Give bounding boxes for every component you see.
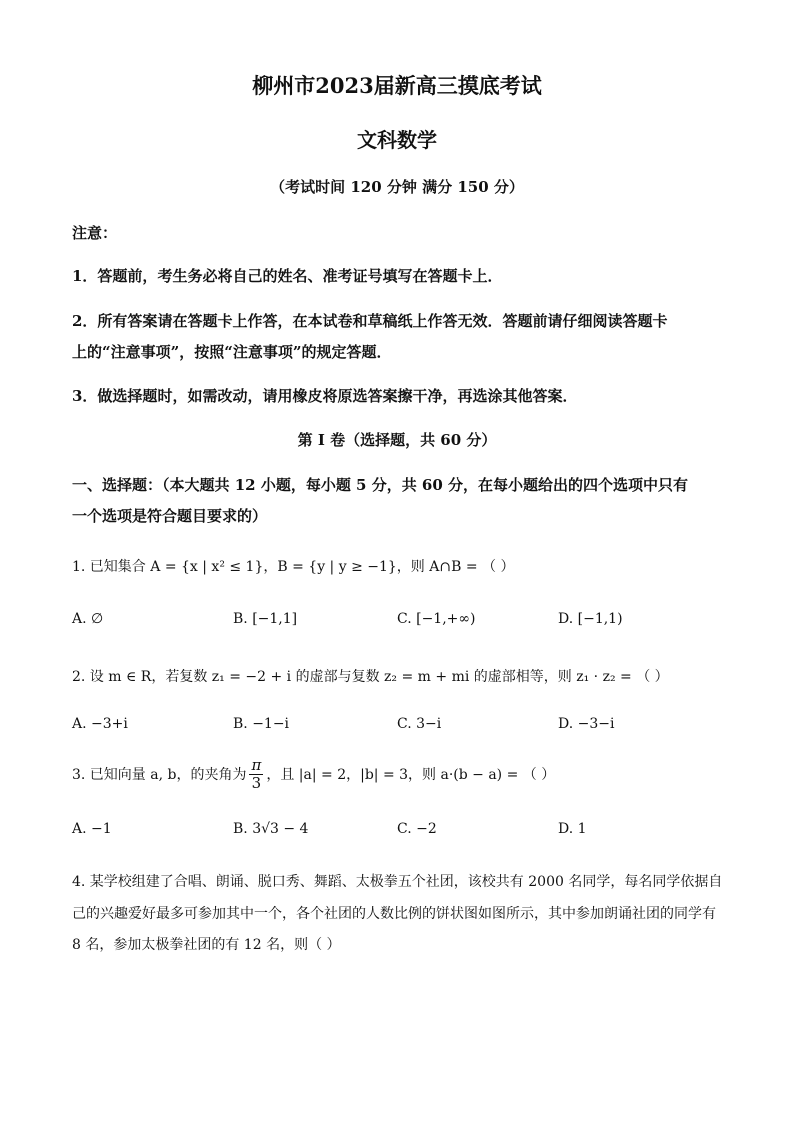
question-3-fraction [249, 757, 263, 792]
question-1-text: 1. 已知集合 A = {x | x² ≤ 1}，B = {y | y ≥ −1}，则 A∩B = （ ） [72, 559, 515, 575]
notice-item-2-line-1: 2．所有答案请在答题卡上作答，在本试卷和草稿纸上作答无效．答题前请仔细阅读答题卡 [72, 312, 668, 330]
fraction-numerator: π [251, 755, 262, 774]
section-instruction-line-1: 一、选择题：（本大题共 12 小题，每小题 5 分，共 60 分，在每小题给出的四个选项中只有 [72, 476, 689, 494]
question-1-option-a: A. ∅ [72, 611, 104, 627]
question-3-prefix: 3. 已知向量 a, b，的夹角为 [72, 767, 247, 783]
notice-heading: 注意： [72, 224, 118, 242]
exam-title: 柳州市2023届新高三摸底考试 [252, 73, 542, 98]
question-1-option-b: B. [−1,1] [233, 611, 298, 627]
question-2-option-c: C. 3−i [397, 716, 442, 732]
question-3-option-a: A. −1 [72, 821, 112, 837]
question-2-option-d: D. −3−i [558, 716, 615, 732]
question-2-option-a: A. −3+i [72, 716, 128, 732]
exam-info: （考试时间 120 分钟 满分 150 分） [270, 178, 524, 196]
notice-item-1: 1．答题前，考生务必将自己的姓名、准考证号填写在答题卡上． [72, 267, 503, 285]
question-3-suffix: ，且 |a| = 2，|b| = 3，则 a·(b − a) = （ ） [266, 767, 556, 783]
question-3-text [72, 752, 555, 796]
question-3-option-b: B. 3√3 − 4 [233, 821, 309, 837]
section-instruction-line-2: 一个选项是符合题目要求的） [72, 507, 268, 525]
question-4-line-3: 8 名，参加太极拳社团的有 12 名，则（ ） [72, 937, 341, 953]
question-1-option-d: D. [−1,1) [558, 611, 623, 627]
notice-item-2-line-2: 上的“注意事项”，按照“注意事项”的规定答题． [72, 343, 392, 361]
fraction-denominator: 3 [251, 773, 262, 792]
question-1-option-c: C. [−1,+∞) [397, 611, 476, 627]
notice-item-3: 3．做选择题时，如需改动，请用橡皮将原选答案擦干净，再选涂其他答案． [72, 387, 578, 405]
section-title: 第 I 卷（选择题，共 60 分） [297, 431, 497, 449]
question-2-option-b: B. −1−i [233, 716, 290, 732]
question-2-text: 2. 设 m ∈ R，若复数 z₁ = −2 + i 的虚部与复数 z₂ = m + mi 的虚部相等，则 z₁ · z₂ = （ ） [72, 669, 669, 685]
question-3-option-d: D. 1 [558, 821, 587, 837]
question-4-line-1: 4. 某学校组建了合唱、朗诵、脱口秀、舞蹈、太极拳五个社团，该校共有 2000 名同学，每名同学依据自 [72, 874, 723, 890]
question-4-line-2: 己的兴趣爱好最多可参加其中一个，各个社团的人数比例的饼状图如图所示，其中参加朗诵社团的同学有 [72, 906, 716, 922]
subject-title: 文科数学 [357, 128, 437, 152]
question-3-option-c: C. −2 [397, 821, 437, 837]
